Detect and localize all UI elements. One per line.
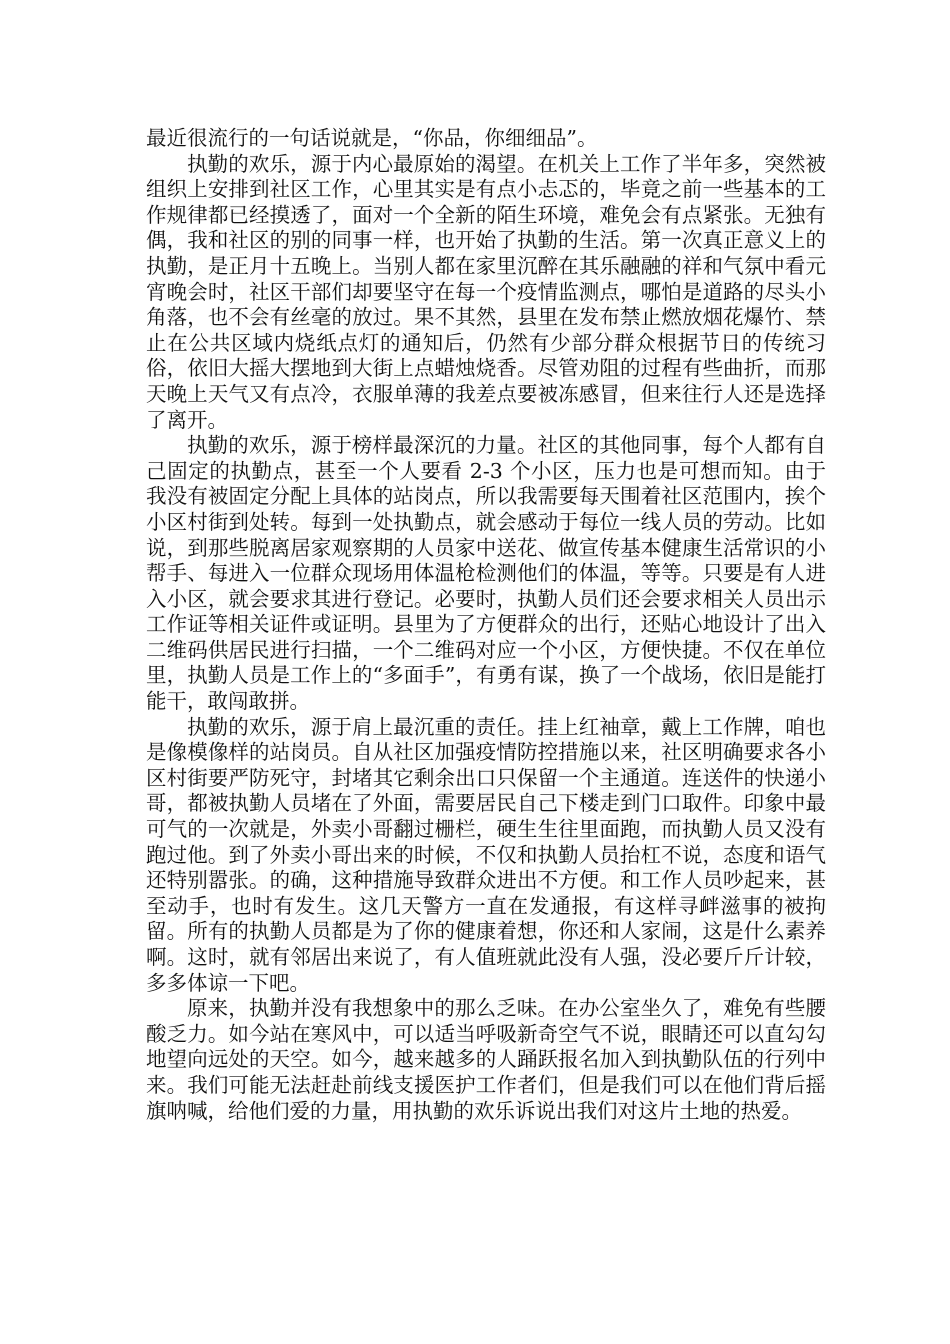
- paragraph-responsibility: 执勤的欢乐，源于肩上最沉重的责任。挂上红袖章，戴上工作牌，咱也是像模像样的站岗员。自从社区加强疫情防控措施以来，社区明确要求各小区村街要严防死守，封堵其它剩余出口只保留一个主通道。连送件的快递小哥，都被执勤人员堵在了外面，需要居民自己下楼走到门口取件。印象中最可气的一次就是，外卖小哥翻过栅栏，硬生生往里面跑，而执勤人员又没有跑过他。到了外卖小哥出来的时候，不仅和执勤人员抬杠不说，态度和语气还特别嚣张。的确，这种措施导致群众进出不方便。和工作人员吵起来，甚至动手，也时有发生。这几天警方一直在发通报，有这样寻衅滋事的被拘留。所有的执勤人员都是为了你的健康着想，你还和人家闹，这是什么素养啊。这时，就有邻居出来说了，有人值班就此没有人强，没必要斤斤计较，多多体谅一下吧。: [146, 714, 826, 995]
- paragraph-intro: 最近很流行的一句话说就是，“你品，你细细品”。: [146, 126, 598, 150]
- paragraph-desire: 执勤的欢乐，源于内心最原始的渴望。在机关上工作了半年多，突然被组织上安排到社区工作，心里其实是有点小忐忑的，毕竟之前一些基本的工作规律都已经摸透了，面对一个全新的陌生环境，难免会有点紧张。无独有偶，我和社区的别的同事一样，也开始了执勤的生活。第一次真正意义上的执勤，是正月十五晚上。当别人都在家里沉醉在其乐融融的祥和气氛中看元宵晚会时，社区干部们却要坚守在每一个疫情监测点，哪怕是道路的尽头小角落，也不会有丝毫的放过。果不其然，县里在发布禁止燃放烟花爆竹、禁止在公共区域内烧纸点灯的通知后，仍然有少部分群众根据节日的传统习俗，依旧大摇大摆地到大街上点蜡烛烧香。尽管劝阻的过程有些曲折，而那天晚上天气又有点冷，衣服单薄的我差点要被冻感冒，但来往行人还是选择了离开。: [146, 151, 826, 432]
- paragraph-role-model: 执勤的欢乐，源于榜样最深沉的力量。社区的其他同事，每个人都有自己固定的执勤点，甚至一个人要看 2-3 个小区，压力也是可想而知。由于我没有被固定分配上具体的站岗点，所以我需要每天围着社区范围内，挨个小区村街到处转。每到一处执勤点，就会感动于每位一线人员的劳动。比如说，到那些脱离居家观察期的人员家中送花、做宣传基本健康生活常识的小帮手、每进入一位群众现场用体温枪检测他们的体温，等等。只要是有人进入小区，就会要求其进行登记。必要时，执勤人员们还会要求相关人员出示工作证等相关证件或证明。县里为了方便群众的出行，还贴心地设计了出入二维码供居民进行扫描，一个二维码对应一个小区，方便快捷。不仅在单位里，执勤人员是工作上的“多面手”，有勇有谋，换了一个战场，依旧是能打能干，敢闯敢拼。: [146, 433, 826, 714]
- document-body: [146, 126, 826, 1124]
- paragraph-conclusion: 原来，执勤并没有我想象中的那么乏味。在办公室坐久了，难免有些腰酸乏力。如今站在寒风中，可以适当呼吸新奇空气不说，眼睛还可以直勾勾地望向远处的天空。如今，越来越多的人踊跃报名加入到执勤队伍的行列中来。我们可能无法赶赴前线支援医护工作者们，但是我们可以在他们背后摇旗呐喊，给他们爱的力量，用执勤的欢乐诉说出我们对这片土地的热爱。: [146, 996, 826, 1123]
